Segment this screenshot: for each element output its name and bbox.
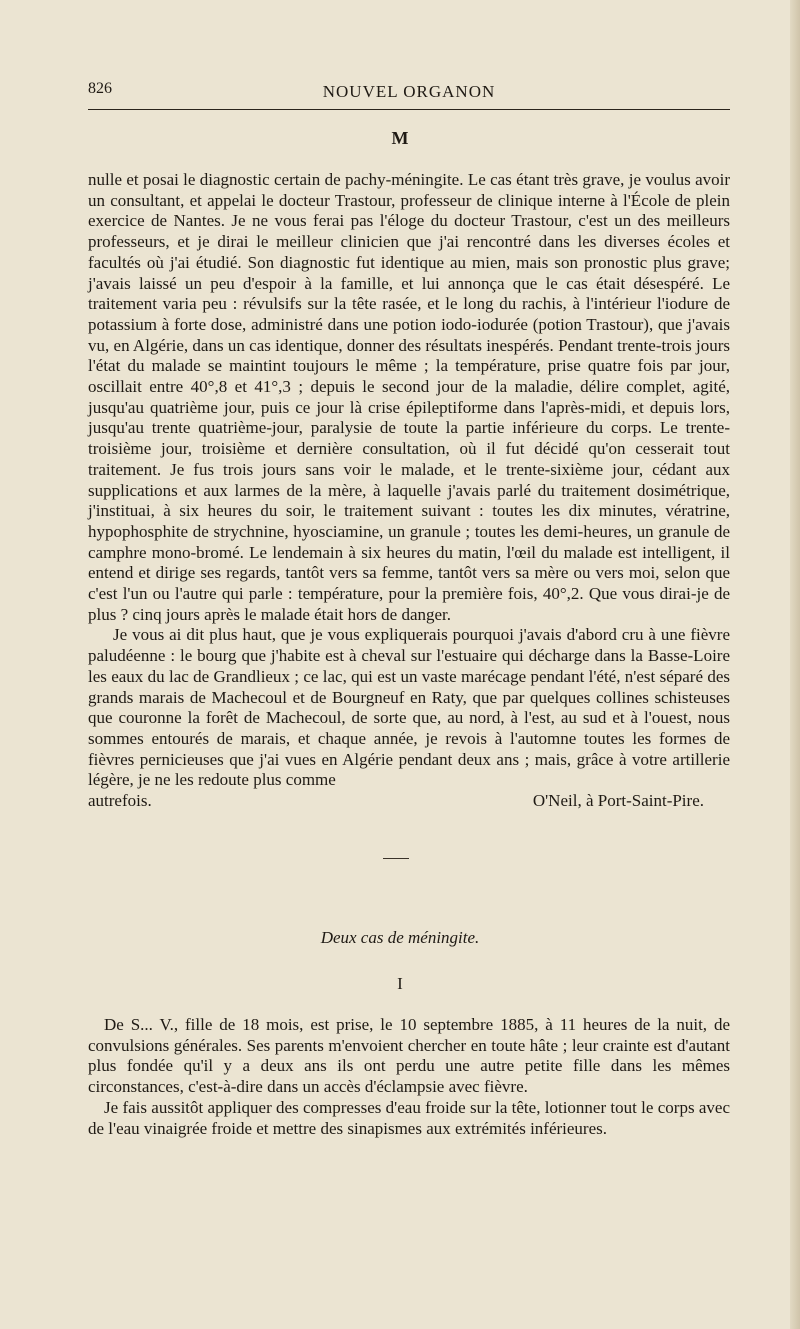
separator-rule [383, 858, 409, 859]
page-number: 826 [88, 80, 112, 97]
section-letter: M [391, 128, 409, 148]
case-text [88, 1015, 730, 1139]
section-title: Deux cas de méningite. [320, 928, 480, 947]
running-title: NOUVEL ORGANON [322, 82, 496, 101]
paragraph: nulle et posai le diagnostic certain de pachy-méningite. Le cas étant très grave, je voulus avoir un consultant, et appelai le docteur Trastour, professeur de clinique interne à l'École de plein exercice de Nantes. Je ne vous ferai pas l'éloge du docteur Trastour, c'est un des meilleurs professeurs, et je dirai le meilleur clinicien que j'ai rencontré dans les diverses écoles et facultés où j'ai étudié. Son diagnostic fut identique au mien, mais son pronostic plus grave; j'avais laissé un peu d'espoir à la famille, et lui annonça que le cas était désespéré. Le traitement varia peu : révulsifs sur la tête rasée, et le long du rachis, à l'intérieur l'iodure de potassium à forte dose, administré dans une potion iodo-iodurée (potion Trastour), que j'avais vu, en Algérie, dans un cas identique, donner des résultats inespérés. Pendant trente-trois jours l'état du malade se maintint toujours le même ; la température, prise quatre fois par jour, oscillait entre 40°,8 et 41°,3 ; depuis le second jour de la maladie, délire complet, agité, jusqu'au quatrième jour, puis ce jour là crise épileptiforme dans l'après-midi, et depuis lors, jusqu'au trente quatrième-jour, paralysie de toute la partie inférieure du corps. Le trente-troisième jour, troisième et dernière consultation, où il fut décidé qu'on cesserait tout traitement. Je fus trois jours sans voir le malade, et le trente-sixième jour, cédant aux supplications et aux larmes de la mère, à laquelle j'avais parlé du traitement dosimétrique, j'instituai, à six heures du soir, le traitement suivant : toutes les dix minutes, vératrine, hypophosphite de strychnine, hyosciamine, un granule ; toutes les demi-heures, un granule de camphre mono-bromé. Le lendemain à six heures du matin, l'œil du malade est intelligent, il entend et dirige ses regards, tantôt vers sa femme, tantôt vers sa mère ou vers moi, selon que c'est l'un ou l'autre qui parle : température, pour la première fois, 40°,2. Que vous dirai-je de plus ? cinq jours après le malade était hors de danger. [88, 170, 730, 624]
paragraph: De S... V., fille de 18 mois, est prise, le 10 septembre 1885, à 11 heures de la nuit, de convulsions générales. Ses parents m'envoient chercher en toute hâte ; leur crainte est d'autant plus fondée qu'il y a deux ans ils ont perdu une autre petite fille dans les mêmes circonstances, c'est-à-dire dans un accès d'éclampsie avec fièvre. [88, 1015, 730, 1097]
paragraph: Je fais aussitôt appliquer des compresses d'eau froide sur la tête, lotionner tout le corps avec de l'eau vinaigrée froide et mettre des sinapismes aux extrémités inférieures. [88, 1097, 730, 1138]
section-number: I [397, 974, 403, 993]
signature-line [88, 791, 730, 812]
page-edge [790, 0, 800, 1329]
header-rule [88, 109, 730, 110]
paragraph: Je vous ai dit plus haut, que je vous expliquerais pourquoi j'avais d'abord cru à une fièvre paludéenne : le bourg que j'habite est à cheval sur l'estuaire qui décharge dans la Basse-Loire les eaux du lac de Grandlieux ; ce lac, qui est un vaste marécage pendant l'été, n'est séparé des grands marais de Machecoul et de Bourgneuf en Raty, que par quelques collines schisteuses que couronne la forêt de Machecoul, de sorte que, au nord, à l'est, au sud et à l'ouest, nous sommes entourés de marais, et chaque année, je revois à l'automne toutes les formes de fièvres pernicieuses que j'ai vues en Algérie pendant deux ans ; mais, grâce à votre artillerie légère, je ne les redoute plus comme [88, 625, 730, 790]
signature: O'Neil, à Port-Saint-Pire. [532, 791, 704, 811]
main-text [88, 170, 730, 812]
closing-word: autrefois. [88, 791, 152, 811]
running-header [88, 80, 730, 104]
